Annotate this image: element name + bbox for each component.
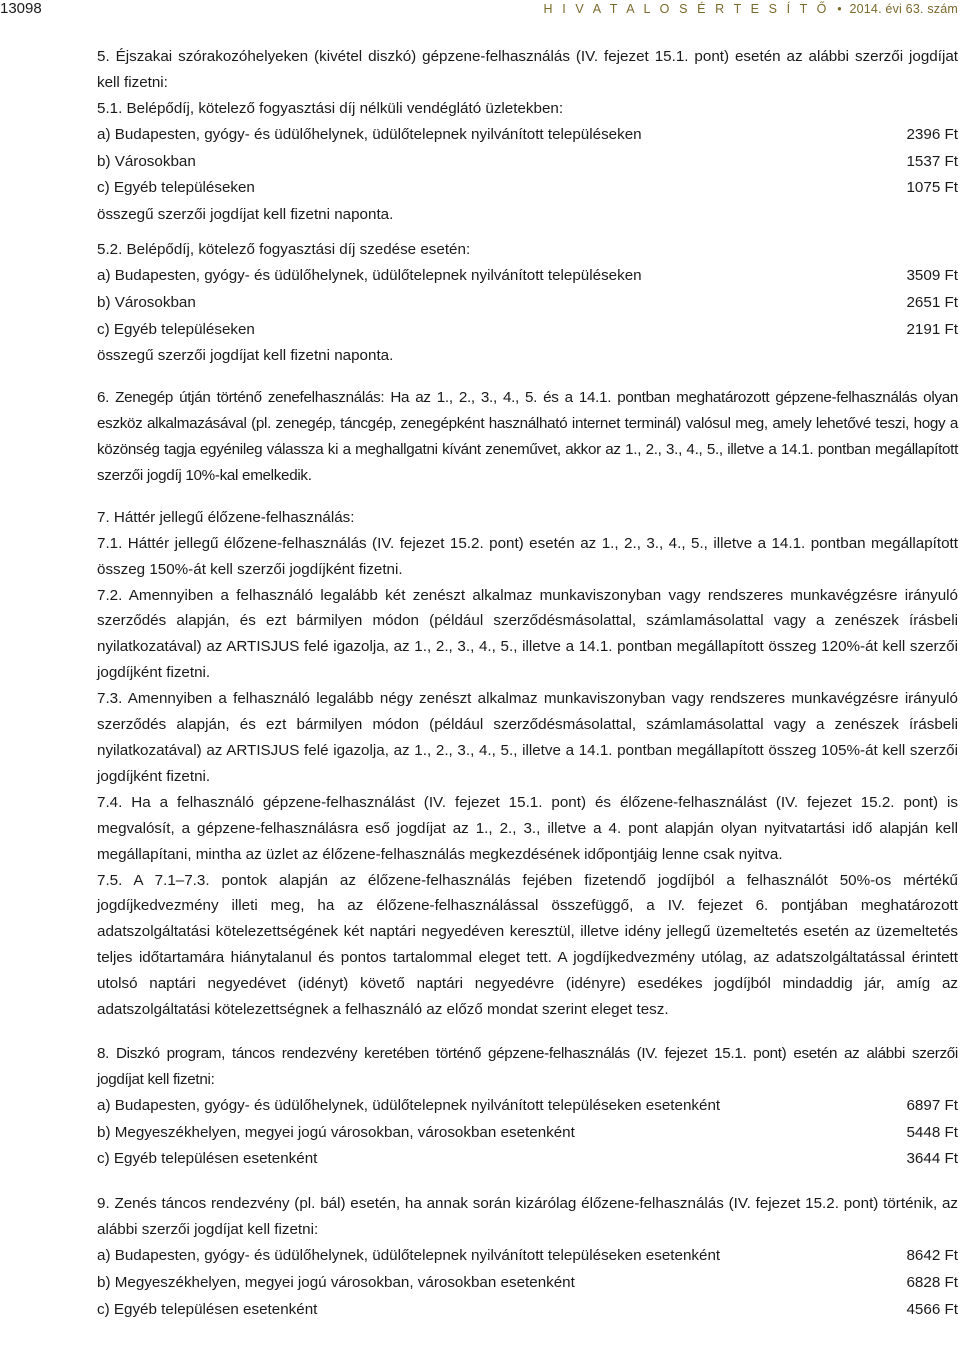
section-7-3: 7.3. Amennyiben a felhasználó legalább négy zenészt alkalmaz munkaviszonyban vagy rendszeres munkavégzésre irányuló szerződés alapján, és ezt bármilyen módon (például szerződésmásolattal, számlamásolattal vagy a zenészek írásbeli nyilatkozatával) az ARTISJUS felé igazolja, az 1., 2., 3., 4., 5., illetve a 14.1. pontban megállapított összeg 105%-át kell szerzői jogdíjként fizetni. <box>97 690 958 785</box>
fee-row <box>97 149 958 176</box>
fee-amount: 6897 Ft <box>906 1096 958 1114</box>
section-5-1-heading: 5.1. Belépődíj, kötelező fogyasztási díj nélküli vendéglátó üzletekben: <box>97 99 564 117</box>
fee-label: b) Megyeszékhelyen, megyei jogú városokban, városokban esetenként <box>97 1273 575 1291</box>
journal-name: H I V A T A L O S É R T E S Í T Ő <box>543 2 830 16</box>
fee-label: b) Városokban <box>97 152 196 170</box>
fee-amount: 2651 Ft <box>906 293 958 311</box>
document-body <box>97 44 958 1323</box>
fee-row <box>97 263 958 290</box>
fee-row <box>97 1297 958 1324</box>
fee-amount: 5448 Ft <box>906 1123 958 1141</box>
journal-title <box>544 0 958 18</box>
section-5-1-footer: összegű szerzői jogdíjat kell fizetni naponta. <box>97 206 394 224</box>
fee-label: c) Egyéb településen esetenként <box>97 1300 318 1318</box>
fee-row <box>97 1146 958 1173</box>
section-8-intro: 8. Diszkó program, táncos rendezvény keretében történő gépzene-felhasználás (IV. fejezet 15.1. pont) esetén az alábbi szerzői jogdíjat kell fizetni: <box>97 1044 958 1088</box>
fee-amount: 6828 Ft <box>906 1273 958 1291</box>
section-7-2: 7.2. Amennyiben a felhasználó legalább két zenészt alkalmaz munkaviszonyban vagy rendszeres munkavégzésre irányuló szerződés alapján, és ezt bármilyen módon (például szerződésmásolattal, számlamásolattal vagy a zenészek írásbeli nyilatkozatával) az ARTISJUS felé igazolja, az 1., 2., 3., 4., 5., illetve a 14.1. pontban megállapított összeg 120%-át kell szerzői jogdíjként fizetni. <box>97 586 958 682</box>
section-6: 6. Zenegép útján történő zenefelhasználás: Ha az 1., 2., 3., 4., 5. és a 14.1. pontban meghatározott gépzene-felhasználás olyan eszköz alkalmazásával (pl. zenegép, táncgép, zenegépként használható internet terminál) valósul meg, amely lehetővé teszi, hogy a közönség tagja egyénileg válassza ki a meghallgatni kívánt zeneművet, akkor az 1., 2., 3., 4., 5., illetve a 14.1. pontban megállapított szerzői jogdíj 10%-kal emelkedik. <box>97 389 958 484</box>
section-7-1: 7.1. Háttér jellegű élőzene-felhasználás (IV. fejezet 15.2. pont) esetén az 1., 2., 3., 4., 5., illetve a 14.1. pontban megállapított összeg 150%-át kell szerzői jogdíjként fizetni. <box>97 534 958 578</box>
section-5-2-footer: összegű szerzői jogdíjat kell fizetni naponta. <box>97 347 394 365</box>
fee-amount: 3644 Ft <box>906 1150 958 1168</box>
section-9-intro: 9. Zenés táncos rendezvény (pl. bál) esetén, ha annak során kizárólag élőzene-felhasználás (IV. fejezet 15.2. pont) történik, az alábbi szerzői jogdíjat kell fizetni: <box>97 1195 958 1239</box>
fee-row <box>97 290 958 317</box>
fee-label: c) Egyéb településeken <box>97 320 255 338</box>
fee-label: c) Egyéb településeken <box>97 179 255 197</box>
fee-label: a) Budapesten, gyógy- és üdülőhelynek, üdülőtelepnek nyilvánított településeken esetenként <box>97 1246 721 1264</box>
fee-label: b) Megyeszékhelyen, megyei jogú városokban, városokban esetenként <box>97 1123 575 1141</box>
fee-label: a) Budapesten, gyógy- és üdülőhelynek, üdülőtelepnek nyilvánított településeken <box>97 125 642 143</box>
fee-label: a) Budapesten, gyógy- és üdülőhelynek, üdülőtelepnek nyilvánított településeken <box>97 266 642 284</box>
fee-row <box>97 175 958 202</box>
fee-amount: 1537 Ft <box>906 152 958 170</box>
section-5-2-heading: 5.2. Belépődíj, kötelező fogyasztási díj szedése esetén: <box>97 241 471 259</box>
fee-amount: 8642 Ft <box>906 1246 958 1264</box>
fee-row <box>97 1120 958 1147</box>
section-7-5: 7.5. A 7.1–7.3. pontok alapján az élőzene-felhasználás fejében fizetendő jogdíjból a felhasználót 50%-os mértékű jogdíjkedvezmény illeti meg, ha az élőzene-felhasználással összefüggő, a IV. fejezet 6. pontjában meghatározott adatszolgáltatási kötelezettségének két naptári negyedéven keresztül, illetve idény jellegű üzemeltetés esetén az üzemeltetés teljes időtartamára hiánytalanul és pontos tartalommal eleget tett. A jogdíjkedvezmény utólag, az adatszolgáltatással érintett utolsó naptári negyedévet (idényt) követő naptári negyedévre (idényre) esedékes jogdíjból mindaddig jár, amíg az adatszolgáltatási kötelezettségnek a felhasználó az előző mondat szerint eleget tesz. <box>97 871 958 1019</box>
section-5-intro: 5. Éjszakai szórakozóhelyeken (kivétel diszkó) gépzene-felhasználás (IV. fejezet 15.1. pont) esetén az alábbi szerzői jogdíjat kell fizetni: <box>97 48 958 91</box>
fee-row <box>97 122 958 149</box>
section-7-heading: 7. Háttér jellegű élőzene-felhasználás: <box>97 508 355 526</box>
fee-amount: 2191 Ft <box>906 320 958 338</box>
fee-row <box>97 1243 958 1270</box>
fee-amount: 1075 Ft <box>906 179 958 197</box>
fee-label: a) Budapesten, gyógy- és üdülőhelynek, üdülőtelepnek nyilvánított településeken esetenként <box>97 1096 721 1114</box>
fee-label: b) Városokban <box>97 293 196 311</box>
page-header <box>0 0 960 22</box>
separator-dot: • <box>837 2 842 16</box>
issue-info: 2014. évi 63. szám <box>849 2 958 16</box>
fee-row <box>97 1093 958 1120</box>
section-7-4: 7.4. Ha a felhasználó gépzene-felhasználást (IV. fejezet 15.1. pont) és élőzene-felhasználást (IV. fejezet 15.2. pont) is megvalósít, a gépzene-felhasználásra eső jogdíjat az 1., 2., 3., illetve a 4. pont alapján olyan nyitvatartási idő alapján kell megállapítani, mintha az üzlet az élőzene-felhasználás megkezdésének időpontjáig lenne csak nyitva. <box>97 793 958 863</box>
fee-amount: 4566 Ft <box>906 1300 958 1318</box>
fee-amount: 3509 Ft <box>906 266 958 284</box>
fee-label: c) Egyéb településen esetenként <box>97 1150 318 1168</box>
fee-row <box>97 1270 958 1297</box>
fee-row <box>97 317 958 344</box>
page-number: 13098 <box>0 0 42 17</box>
fee-amount: 2396 Ft <box>906 125 958 143</box>
